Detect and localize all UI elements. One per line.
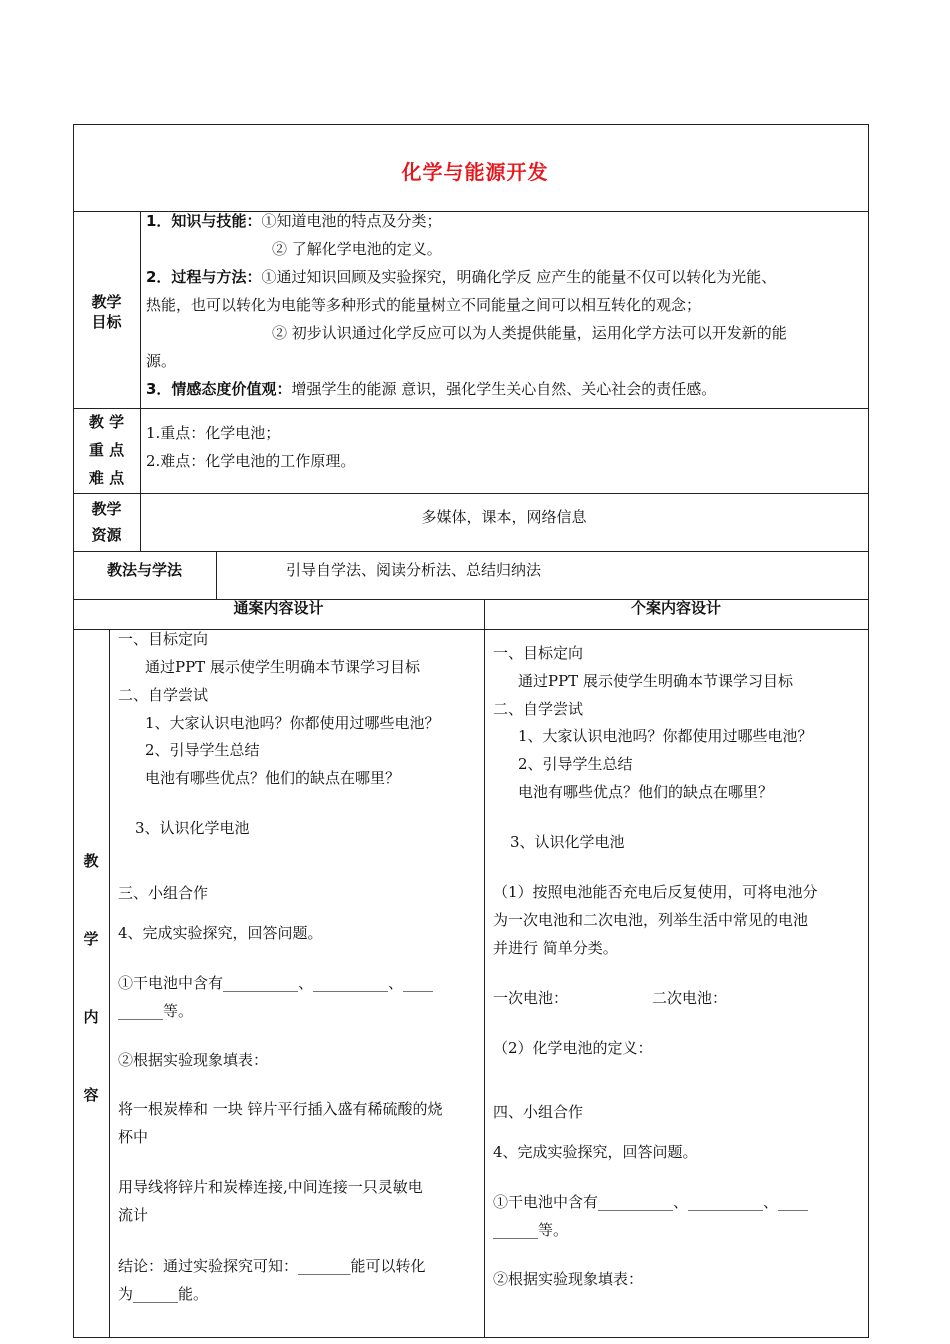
right-selfstudy-q3: 3、认识化学电池 bbox=[510, 833, 625, 851]
knowledge-skills-b: ② 了解化学电池的定义。 bbox=[272, 240, 442, 258]
resources-row-bottom bbox=[73, 551, 869, 552]
right-classify-3: 并进行 简单分类。 bbox=[493, 939, 618, 957]
keypoints-row-bottom bbox=[73, 493, 869, 494]
page-title: 化学与能源开发 bbox=[401, 160, 549, 184]
process-methods-b2: 源。 bbox=[146, 352, 177, 370]
left-step2-a: 用导线将锌片和炭棒连接,中间连接一只灵敏电 bbox=[118, 1178, 423, 1196]
left-fill-table: ②根据实验现象填表： bbox=[118, 1051, 269, 1069]
left-goal-text: 通过PPT 展示使学生明确本节课学习目标 bbox=[145, 658, 420, 676]
table-top-border bbox=[73, 124, 869, 125]
keypoints-label bbox=[73, 408, 140, 492]
right-battery-contents-2: ______等。 bbox=[493, 1221, 569, 1239]
objectives-label-line2: 目标 bbox=[91, 313, 122, 331]
table-bottom-border bbox=[73, 1337, 869, 1338]
right-fill-table: ②根据实验现象填表： bbox=[493, 1270, 644, 1288]
right-definition: （2）化学电池的定义： bbox=[493, 1039, 653, 1057]
teaching-content-label-1: 教 bbox=[83, 852, 99, 870]
right-battery-contents-1: ①干电池中含有__________、__________、____ bbox=[493, 1193, 809, 1211]
right-goal-text: 通过PPT 展示使学生明确本节课学习目标 bbox=[518, 672, 793, 690]
right-selfstudy-q2-text: 电池有哪些优点？他们的缺点在哪里？ bbox=[518, 783, 774, 801]
keypoints-label-line2: 重 点 bbox=[88, 441, 125, 459]
left-goal-heading: 一、目标定向 bbox=[118, 630, 209, 648]
left-selfstudy-q1: 1、大家认识电池吗？你都使用过哪些电池？ bbox=[145, 714, 440, 732]
resources-label-line2: 资源 bbox=[91, 526, 122, 544]
left-conclusion-b: 为______能。 bbox=[118, 1285, 209, 1303]
left-step2-b: 流计 bbox=[118, 1206, 149, 1224]
knowledge-skills-head: 1．知识与技能： bbox=[146, 212, 262, 230]
right-experiment: 4、完成实验探究，回答问题。 bbox=[493, 1143, 698, 1161]
resources-label-line1: 教学 bbox=[91, 500, 122, 518]
right-primary-battery: 一次电池： bbox=[493, 989, 569, 1007]
objectives-label-line1: 教学 bbox=[91, 293, 122, 311]
process-methods-b1: ② 初步认识通过化学反应可以为人类提供能量，运用化学方法可以开发新的能 bbox=[272, 324, 787, 342]
left-step1-b: 杯中 bbox=[118, 1128, 149, 1146]
left-step1-a: 将一根炭棒和 一块 锌片平行插入盛有稀硫酸的烧 bbox=[118, 1100, 443, 1118]
knowledge-skills-a: ①知道电池的特点及分类； bbox=[261, 212, 442, 230]
keypoint-focus: 1.重点：化学电池； bbox=[146, 424, 281, 442]
attitude-values bbox=[146, 379, 716, 399]
individual-design-header: 个案内容设计 bbox=[630, 599, 721, 617]
keypoints-label-line3: 难 点 bbox=[88, 469, 125, 487]
right-classify-1: （1）按照电池能否充电后反复使用，可将电池分 bbox=[493, 883, 818, 901]
teaching-content-label-4: 容 bbox=[83, 1086, 99, 1104]
right-secondary-battery: 二次电池： bbox=[652, 989, 728, 1007]
right-group-heading: 四、小组合作 bbox=[493, 1103, 584, 1121]
left-selfstudy-q2-text: 电池有哪些优点？他们的缺点在哪里？ bbox=[145, 769, 401, 787]
left-selfstudy-q3: 3、认识化学电池 bbox=[135, 819, 250, 837]
right-selfstudy-heading: 二、自学尝试 bbox=[493, 700, 584, 718]
teaching-content-label-3: 内 bbox=[83, 1008, 99, 1026]
process-methods-head: 2．过程与方法： bbox=[146, 268, 262, 286]
left-conclusion-a: 结论：通过实验探究可知：_______能可以转化 bbox=[118, 1257, 426, 1275]
teaching-content-label-2: 学 bbox=[83, 930, 99, 948]
methods-label: 教法与学法 bbox=[106, 561, 182, 579]
label-column-divider bbox=[140, 211, 141, 551]
attitude-values-text: 增强学生的能源 意识，强化学生关心自然、关心社会的责任感。 bbox=[291, 380, 717, 398]
right-selfstudy-q1: 1、大家认识电池吗？你都使用过哪些电池？ bbox=[518, 727, 813, 745]
left-selfstudy-q2: 2、引导学生总结 bbox=[145, 741, 260, 759]
knowledge-skills bbox=[146, 211, 441, 231]
right-selfstudy-q2: 2、引导学生总结 bbox=[518, 755, 633, 773]
process-methods bbox=[146, 267, 776, 287]
keypoint-difficulty: 2.难点：化学电池的工作原理。 bbox=[146, 452, 356, 470]
left-battery-contents-2: ______等。 bbox=[118, 1002, 194, 1020]
left-battery-contents-1: ①干电池中含有__________、__________、____ bbox=[118, 974, 434, 992]
keypoints-label-line1: 教 学 bbox=[88, 413, 125, 431]
left-group-heading: 三、小组合作 bbox=[118, 884, 209, 902]
common-design-header: 通案内容设计 bbox=[233, 599, 324, 617]
methods-text: 引导自学法、阅读分析法、总结归纳法 bbox=[286, 561, 542, 579]
process-methods-a2: 热能，也可以转化为电能等多种形式的能量树立不同能量之间可以相互转化的观念； bbox=[146, 296, 702, 314]
table-right-border bbox=[868, 124, 869, 1338]
methods-column-divider bbox=[216, 551, 217, 599]
left-experiment: 4、完成实验探究，回答问题。 bbox=[118, 924, 323, 942]
left-selfstudy-heading: 二、自学尝试 bbox=[118, 686, 209, 704]
resources-label bbox=[73, 496, 140, 548]
right-goal-heading: 一、目标定向 bbox=[493, 644, 584, 662]
objectives-row-bottom bbox=[73, 408, 869, 409]
design-center-divider bbox=[484, 599, 485, 1338]
attitude-values-head: 3．情感态度价值观： bbox=[146, 380, 292, 398]
process-methods-a1: ①通过知识回顾及实验探究，明确化学反 应产生的能量不仅可以转化为光能、 bbox=[261, 268, 777, 286]
right-classify-2: 为一次电池和二次电池，列举生活中常见的电池 bbox=[493, 911, 809, 929]
objectives-label bbox=[73, 292, 140, 332]
side-label-divider bbox=[109, 629, 110, 1338]
resources-text: 多媒体，课本，网络信息 bbox=[421, 508, 587, 526]
